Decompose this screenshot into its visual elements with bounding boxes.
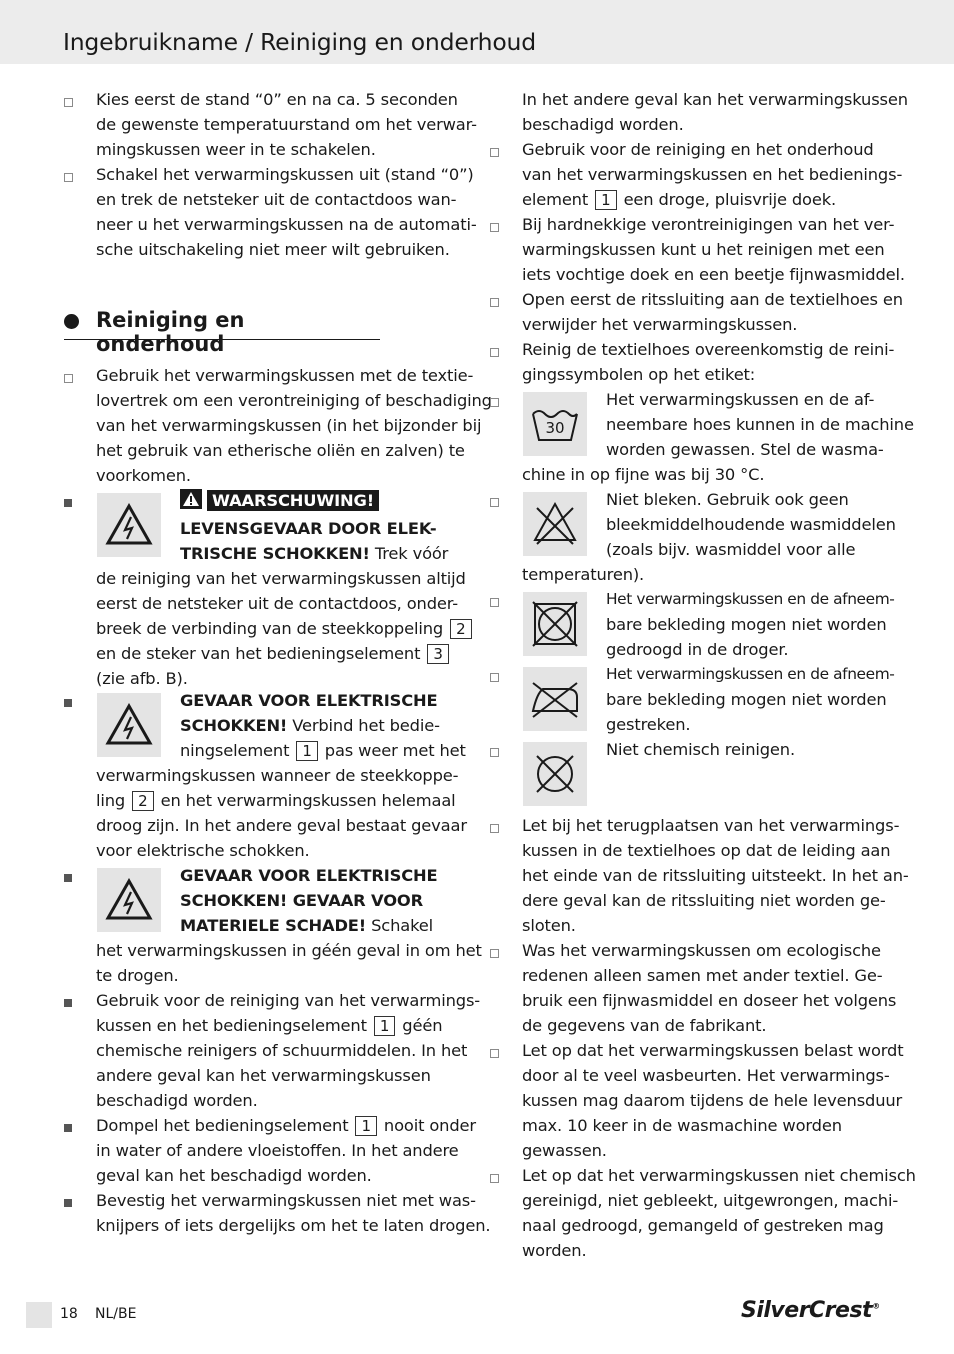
section-bullet-icon — [64, 314, 79, 329]
ref-number: 1 — [374, 1016, 395, 1036]
list-item: Reinig de textielhoes overeenkomstig de reini- gingssymbolen op het etiket: — [522, 340, 895, 384]
warning-badge: WAARSCHUWING! — [207, 490, 379, 511]
ref-number: 3 — [427, 644, 448, 664]
list-item: Schakel het verwarmingskussen uit (stand “0”) en trek de netsteker uit de contactdoos wan- neer u het verwarmingskussen na de automati- sche uitschakeling niet meer wilt gebruiken. — [96, 165, 477, 259]
list-bullet — [490, 348, 499, 357]
list-item: Open eerst de ritssluiting aan de textielhoes en verwijder het verwarmingskussen. — [522, 290, 903, 334]
ref-number: 2 — [450, 619, 471, 639]
list-bullet — [490, 748, 499, 757]
list-bullet — [490, 223, 499, 232]
list-item: Bevestig het verwarmingskussen niet met was- knijpers of iets dergelijks om het te laten drogen. — [96, 1191, 491, 1235]
language-code: NL/BE — [95, 1306, 137, 1322]
ref-number: 2 — [132, 791, 153, 811]
section-heading — [64, 306, 380, 356]
warning-block: GEVAAR VOOR ELEKTRISCHE SCHOKKEN! Verbind het bedie- ningselement 1 pas weer met het verwarmingskussen wanneer de steekkoppe- ling 2 en het verwarmingskussen helemaal droog zijn. In het andere geval bestaat gevaar voor elektrische schokken. — [96, 691, 467, 860]
list-bullet — [64, 173, 73, 182]
page-header — [0, 0, 954, 64]
list-bullet — [490, 1174, 499, 1183]
list-bullet — [490, 298, 499, 307]
paragraph: In het andere geval kan het verwarmingskussen beschadigd worden. — [522, 90, 908, 134]
list-item: Het verwarmingskussen en de af- neembare hoes kunnen in de machine worden gewassen. Stel de wasma- chine in op fijne was bij 30 °C. — [522, 390, 914, 484]
warning-block: WAARSCHUWING! LEVENSGEVAAR DOOR ELEK- TRISCHE SCHOKKEN! Trek vóór de reiniging van het verwarmingskussen altijd eerst de netsteker uit de contactdoos, onder- breek de verbinding van de steekkoppeling 2 en de steker van het bedieningselement 3 (zie afb. B). — [96, 488, 464, 691]
list-item: Let bij het terugplaatsen van het verwarmings- kussen in de textielhoes op dat de leiding aan het einde van de ritssluiting uitsteekt. In het an- dere geval kan de ritssluiting niet worden ge- sloten. — [522, 816, 909, 935]
list-item: Niet chemisch reinigen. — [606, 740, 795, 759]
list-item: Het verwarmingskussen en de afneem- bare bekleding mogen niet worden gestreken. — [606, 665, 895, 734]
page-title: Ingebruikname / Reiniging en onderhoud — [63, 28, 536, 56]
ref-number: 1 — [595, 190, 616, 210]
list-bullet — [64, 874, 72, 882]
page-number: 18 — [60, 1306, 78, 1322]
list-bullet — [490, 1049, 499, 1058]
list-item: Bij hardnekkige verontreinigingen van het ver- warmingskussen kunt u het reinigen met een iets vochtige doek en een beetje fijnwasmiddel. — [522, 215, 905, 284]
list-bullet — [490, 498, 499, 507]
list-item: Let op dat het verwarmingskussen belast wordt door al te veel wasbeurten. Het verwarmings- kussen mag daarom tijdens de hele levensduur max. 10 keer in de wasmachine worden gewassen. — [522, 1041, 904, 1160]
list-item: Dompel het bedieningselement 1 nooit onder in water of andere vloeistoffen. In het andere geval kan het beschadigd worden. — [96, 1116, 476, 1185]
warning-triangle-icon — [180, 489, 202, 516]
section-title: Reiniging en onderhoud — [96, 308, 245, 356]
list-bullet — [490, 673, 499, 682]
list-bullet — [490, 398, 499, 407]
list-item: Het verwarmingskussen en de afneem- bare bekleding mogen niet worden gedroogd in de droger. — [606, 590, 895, 659]
list-item: Kies eerst de stand “0” en na ca. 5 seconden de gewenste temperatuurstand om het verwar- mingskussen weer in te schakelen. — [96, 90, 477, 159]
list-bullet — [490, 949, 499, 958]
brand-logo: SilverCrest® — [741, 1298, 880, 1323]
list-bullet — [64, 499, 72, 507]
list-item: Let op dat het verwarmingskussen niet chemisch gereinigd, niet gebleekt, uitgewrongen, machi- naal gedroogd, gemangeld of gestreken mag worden. — [522, 1166, 916, 1260]
list-item: Niet bleken. Gebruik ook geen bleekmiddelhoudende wasmiddelen (zoals bijv. wasmiddel voor alle temperaturen). — [522, 490, 896, 584]
list-item: Gebruik voor de reiniging van het verwarmings- kussen en het bedieningselement 1 géén chemische reinigers of schuurmiddelen. In het andere geval kan het verwarmingskussen beschadigd worden. — [96, 991, 481, 1110]
ref-number: 1 — [355, 1116, 376, 1136]
list-item: Gebruik voor de reiniging en het onderhoud van het verwarmingskussen en het bedienings- element 1 een droge, pluisvrije doek. — [522, 140, 903, 209]
list-bullet — [490, 824, 499, 833]
list-bullet — [64, 1199, 72, 1207]
list-bullet — [64, 1124, 72, 1132]
list-bullet — [64, 98, 73, 107]
list-bullet — [490, 148, 499, 157]
footer-marker — [26, 1302, 52, 1328]
ref-number: 1 — [296, 741, 317, 761]
list-item: Gebruik het verwarmingskussen met de textie- lovertrek om een verontreiniging of beschadiging van het verwarmingskussen (in het bijzonder bij het gebruik van etherische oliën en zalven) te voorkomen. — [96, 366, 492, 485]
list-bullet — [490, 598, 499, 607]
list-bullet — [64, 699, 72, 707]
svg-text:30: 30 — [545, 419, 565, 437]
warning-block: GEVAAR VOOR ELEKTRISCHE SCHOKKEN! GEVAAR VOOR MATERIELE SCHADE! Schakel het verwarmingskussen in géén geval in om het te drogen. — [96, 866, 482, 985]
list-bullet — [64, 999, 72, 1007]
list-bullet — [64, 374, 73, 383]
list-item: Was het verwarmingskussen om ecologische redenen alleen samen met ander textiel. Ge- bruik een fijnwasmiddel en doseer het volgens de gegevens van de fabrikant. — [522, 941, 897, 1035]
